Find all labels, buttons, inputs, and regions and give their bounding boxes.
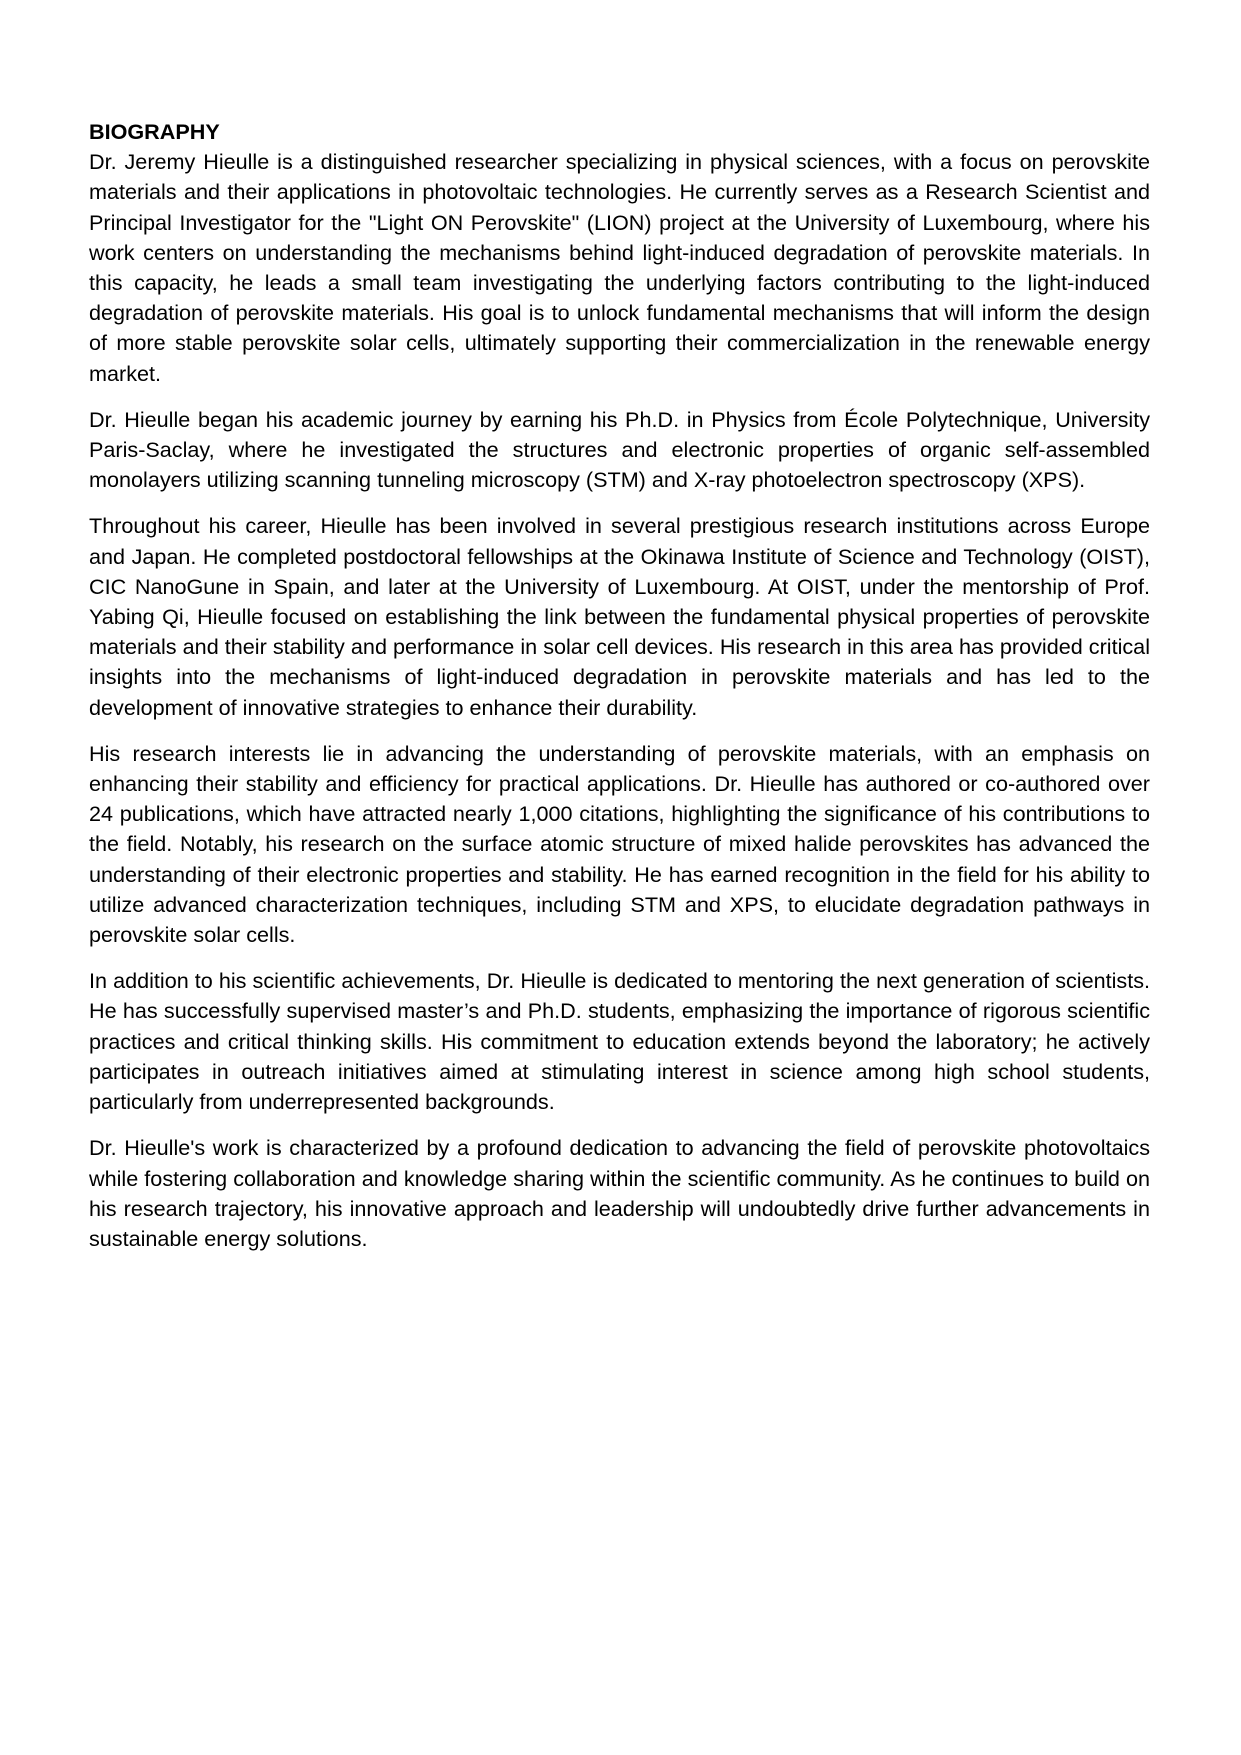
biography-heading: BIOGRAPHY [89,119,220,144]
biography-paragraph-1: Dr. Jeremy Hieulle is a distinguished researcher specializing in physical sciences, with a focus on perovskite materials and their applications in photovoltaic technologies. He currently serves as a Research Scientist and Principal Investigator for the "Light ON Perovskite" (LION) project at the University of Luxembourg, where his work centers on understanding the mechanisms behind light-induced degradation of perovskite materials. In this capacity, he leads a small team investigating the underlying factors contributing to the light-induced degradation of perovskite materials. His goal is to unlock fundamental mechanisms that will inform the design of more stable perovskite solar cells, ultimately supporting their commercialization in the renewable energy market. [89,149,1150,386]
biography-paragraph-3: Throughout his career, Hieulle has been involved in several prestigious research institutions across Europe and Japan. He completed postdoctoral fellowships at the Okinawa Institute of Science and Technology (OIST), CIC NanoGune in Spain, and later at the University of Luxembourg. At OIST, under the mentorship of Prof. Yabing Qi, Hieulle focused on establishing the link between the fundamental physical properties of perovskite materials and their stability and performance in solar cell devices. His research in this area has provided critical insights into the mechanisms of light-induced degradation in perovskite materials and has led to the development of innovative strategies to enhance their durability. [89,513,1150,720]
biography-paragraph-5: In addition to his scientific achievements, Dr. Hieulle is dedicated to mentoring the next generation of scientists. He has successfully supervised master’s and Ph.D. students, emphasizing the importance of rigorous scientific practices and critical thinking skills. His commitment to education extends beyond the laboratory; he actively participates in outreach initiatives aimed at stimulating interest in science among high school students, particularly from underrepresented backgrounds. [89,968,1150,1115]
biography-paragraph-6: Dr. Hieulle's work is characterized by a profound dedication to advancing the field of perovskite photovoltaics while fostering collaboration and knowledge sharing within the scientific community. As he continues to build on his research trajectory, his innovative approach and leadership will undoubtedly drive further advancements in sustainable energy solutions. [89,1135,1150,1251]
biography-paragraph-4: His research interests lie in advancing the understanding of perovskite materials, with an emphasis on enhancing their stability and efficiency for practical applications. Dr. Hieulle has authored or co-authored over 24 publications, which have attracted nearly 1,000 citations, highlighting the significance of his contributions to the field. Notably, his research on the surface atomic structure of mixed halide perovskites has advanced the understanding of their electronic properties and stability. He has earned recognition in the field for his ability to utilize advanced characterization techniques, including STM and XPS, to elucidate degradation pathways in perovskite solar cells. [89,740,1150,948]
biography-section [89,117,1150,1270]
biography-paragraph-2: Dr. Hieulle began his academic journey by earning his Ph.D. in Physics from École Polytechnique, University Paris-Saclay, where he investigated the structures and electronic properties of organic self-assembled monolayers utilizing scanning tunneling microscopy (STM) and X-ray photoelectron spectroscopy (XPS). [89,406,1150,493]
